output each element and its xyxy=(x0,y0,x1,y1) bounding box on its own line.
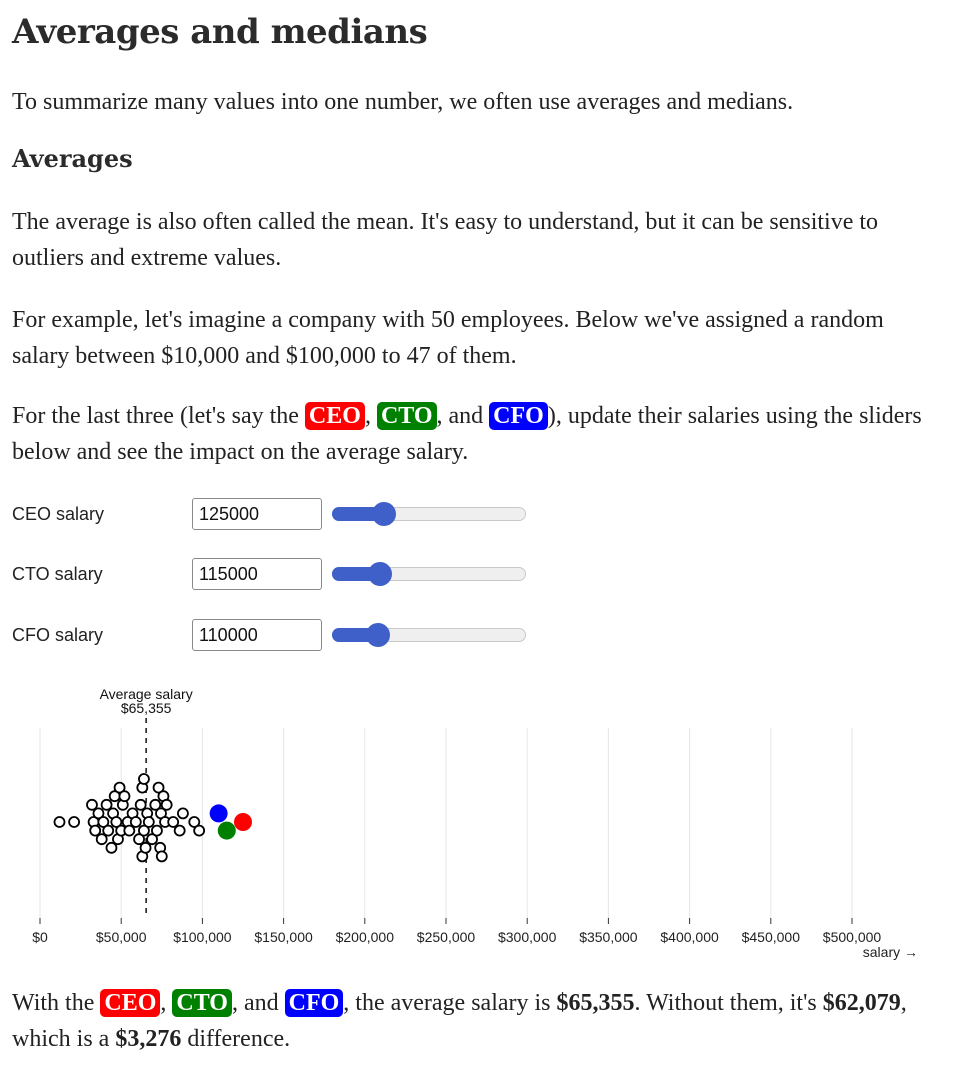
employee-point xyxy=(157,851,167,861)
ceo-salary-control xyxy=(12,498,612,532)
x-tick-label: $350,000 xyxy=(579,929,638,945)
employee-point xyxy=(168,817,178,827)
cto-salary-slider[interactable] xyxy=(332,567,524,581)
instructions-text xyxy=(12,398,942,470)
average-with-value: $65,355 xyxy=(556,990,635,1016)
summary-text-part: , which is a xyxy=(12,990,907,1052)
instructions-sep: , and xyxy=(436,403,490,429)
ceo-point xyxy=(234,813,252,831)
employee-point xyxy=(97,834,107,844)
section-title: Averages xyxy=(12,144,133,173)
cfo-badge: CFO xyxy=(285,989,344,1017)
employee-point xyxy=(162,800,172,810)
x-tick-label: $0 xyxy=(32,929,48,945)
x-tick-label: $50,000 xyxy=(95,929,147,945)
employee-point xyxy=(69,817,79,827)
instructions-pre: For the last three (let's say the xyxy=(12,403,305,429)
summary-text xyxy=(12,985,942,1057)
cfo-salary-label: CFO salary xyxy=(12,625,104,645)
employee-point xyxy=(152,826,162,836)
cfo-badge: CFO xyxy=(489,402,548,430)
x-tick-label: $500,000 xyxy=(822,929,882,945)
employee-point xyxy=(106,843,116,853)
employee-point xyxy=(136,800,146,810)
ceo-salary-slider[interactable] xyxy=(332,507,524,521)
employee-point xyxy=(178,808,188,818)
summary-text-part: , and xyxy=(231,990,285,1016)
employee-point xyxy=(54,817,64,827)
employee-point xyxy=(131,817,141,827)
cto-point xyxy=(218,822,236,840)
x-tick-label: $150,000 xyxy=(254,929,313,945)
cto-salary-control xyxy=(12,558,612,592)
page-title: Averages and medians xyxy=(12,12,428,52)
cfo-salary-slider[interactable] xyxy=(332,628,524,642)
summary-text-part: , xyxy=(160,990,173,1016)
ceo-badge: CEO xyxy=(100,989,160,1017)
employee-point xyxy=(102,800,112,810)
employee-point xyxy=(175,826,185,836)
example-description: For example, let's imagine a company with 50 employees. Below we've assigned a random salary between $10,000 and $100,000 to 47 of them. xyxy=(12,307,884,369)
ceo-badge: CEO xyxy=(305,402,365,430)
difference-value: $3,276 xyxy=(115,1026,182,1052)
cfo-point xyxy=(210,804,228,822)
summary-text-part: difference. xyxy=(181,1026,291,1052)
employee-point xyxy=(90,826,100,836)
instructions-post: ), update their salaries using the sliders below and see the impact on the average salary. xyxy=(12,403,922,465)
cto-badge: CTO xyxy=(172,989,232,1017)
cto-badge: CTO xyxy=(377,402,437,430)
employee-point xyxy=(144,817,154,827)
x-tick-label: $450,000 xyxy=(741,929,801,945)
average-label: Average salary xyxy=(99,686,193,702)
employee-point xyxy=(103,826,113,836)
cto-salary-input[interactable] xyxy=(192,558,322,590)
x-tick-label: $300,000 xyxy=(497,929,557,945)
instructions-sep: , xyxy=(364,403,377,429)
summary-text-part: With the xyxy=(12,990,101,1016)
average-description: The average is also often called the mean. It's easy to understand, but it can be sensitive to outliers and extreme values. xyxy=(12,209,879,271)
x-tick-label: $200,000 xyxy=(335,929,395,945)
summary-text-part: , the average salary is xyxy=(343,990,557,1016)
summary-text-part: . Without them, it's xyxy=(634,990,823,1016)
slider-thumb[interactable] xyxy=(368,562,392,586)
cto-salary-label: CTO salary xyxy=(12,564,103,584)
employee-point xyxy=(119,791,129,801)
x-axis-label: salary → xyxy=(862,944,918,960)
x-tick-label: $100,000 xyxy=(173,929,232,945)
employee-point xyxy=(141,843,151,853)
slider-thumb[interactable] xyxy=(372,502,396,526)
salary-chart xyxy=(12,680,942,970)
cfo-salary-control xyxy=(12,619,612,653)
slider-thumb[interactable] xyxy=(366,623,390,647)
average-value: $65,355 xyxy=(120,700,172,716)
ceo-salary-label: CEO salary xyxy=(12,504,105,524)
employee-point xyxy=(194,826,204,836)
employee-point xyxy=(87,800,97,810)
employee-point xyxy=(124,826,134,836)
cfo-salary-input[interactable] xyxy=(192,619,322,651)
intro-text: To summarize many values into one number, we often use averages and medians. xyxy=(12,89,794,115)
average-without-value: $62,079 xyxy=(822,990,901,1016)
x-tick-label: $400,000 xyxy=(660,929,719,945)
employee-point xyxy=(139,774,149,784)
ceo-salary-input[interactable] xyxy=(192,498,322,530)
x-tick-label: $250,000 xyxy=(416,929,476,945)
